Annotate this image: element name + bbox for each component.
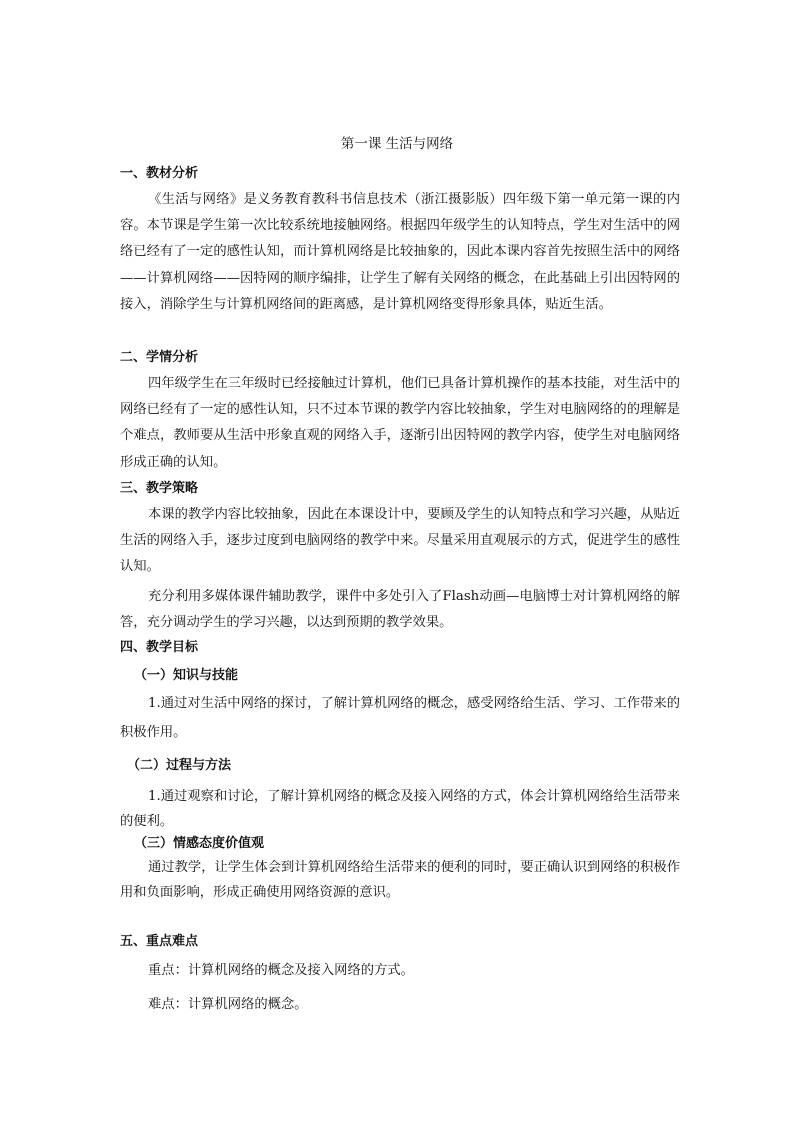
section-heading-teaching-strategy: 三、教学策略 xyxy=(120,481,199,496)
section-heading-student-analysis: 二、学情分析 xyxy=(120,350,199,365)
paragraph-teaching-strategy-1: 本课的教学内容比较抽象，因此在本课设计中，要顾及学生的认知特点和学习兴趣，从贴近生活的网络入手，逐步过度到电脑网络的教学中来。尽量采用直观展示的方式，促进学生的感性认知。 xyxy=(120,507,680,575)
page-title: 第一课 生活与网络 xyxy=(340,136,454,152)
paragraph-key-point: 重点：计算机网络的概念及接入网络的方式。 xyxy=(148,963,414,978)
subheading-process-methods: （二）过程与方法 xyxy=(127,758,232,773)
paragraph-knowledge-skills: 1.通过对生活中网络的探讨，了解计算机网络的概念，感受网络给生活、学习、工作带来的积极作用。 xyxy=(120,696,680,740)
section-heading-key-difficult-points: 五、重点难点 xyxy=(120,934,199,949)
subheading-knowledge-skills: （一）知识与技能 xyxy=(134,668,239,683)
paragraph-difficult-point: 难点：计算机网络的概念。 xyxy=(148,997,308,1012)
section-heading-textbook-analysis: 一、教材分析 xyxy=(120,166,199,181)
paragraph-teaching-strategy-2: 充分利用多媒体课件辅助教学，课件中多处引入了Flash动画—电脑博士对计算机网络的解答，充分调动学生的学习兴趣，以达到预期的教学效果。 xyxy=(120,589,680,631)
paragraph-process-methods: 1.通过观察和讨论，了解计算机网络的概念及接入网络的方式，体会计算机网络给生活带来的便利。 xyxy=(120,789,680,829)
paragraph-textbook-analysis: 《生活与网络》是义务教育教科书信息技术（浙江摄影版）四年级下第一单元第一课的内容。本节课是学生第一次比较系统地接触网络。根据四年级学生的认知特点，学生对生活中的网络已经有了一定的感性认知，而计算机网络是比较抽象的，因此本课内容首先按照生活中的网络——计算机网络——因特网的顺序编排，让学生了解有关网络的概念，在此基础上引出因特网的接入，消除学生与计算机网络间的距离感，是计算机网络变得形象具体，贴近生活。 xyxy=(120,192,680,312)
paragraph-emotion-values: 通过教学，让学生体会到计算机网络给生活带来的便利的同时，要正确认识到网络的积极作用和负面影响，形成正确使用网络资源的意识。 xyxy=(120,860,680,900)
section-heading-teaching-objectives: 四、教学目标 xyxy=(120,640,199,655)
subheading-emotion-values: （三）情感态度价值观 xyxy=(134,836,265,851)
paragraph-student-analysis: 四年级学生在三年级时已经接触过计算机，他们已具备计算机操作的基本技能，对生活中的网络已经有了一定的感性认知，只不过本节课的教学内容比较抽象，学生对电脑网络的的理解是个难点，教师要从生活中形象直观的网络入手，逐渐引出因特网的教学内容，使学生对电脑网络形成正确的认知。 xyxy=(120,376,680,470)
